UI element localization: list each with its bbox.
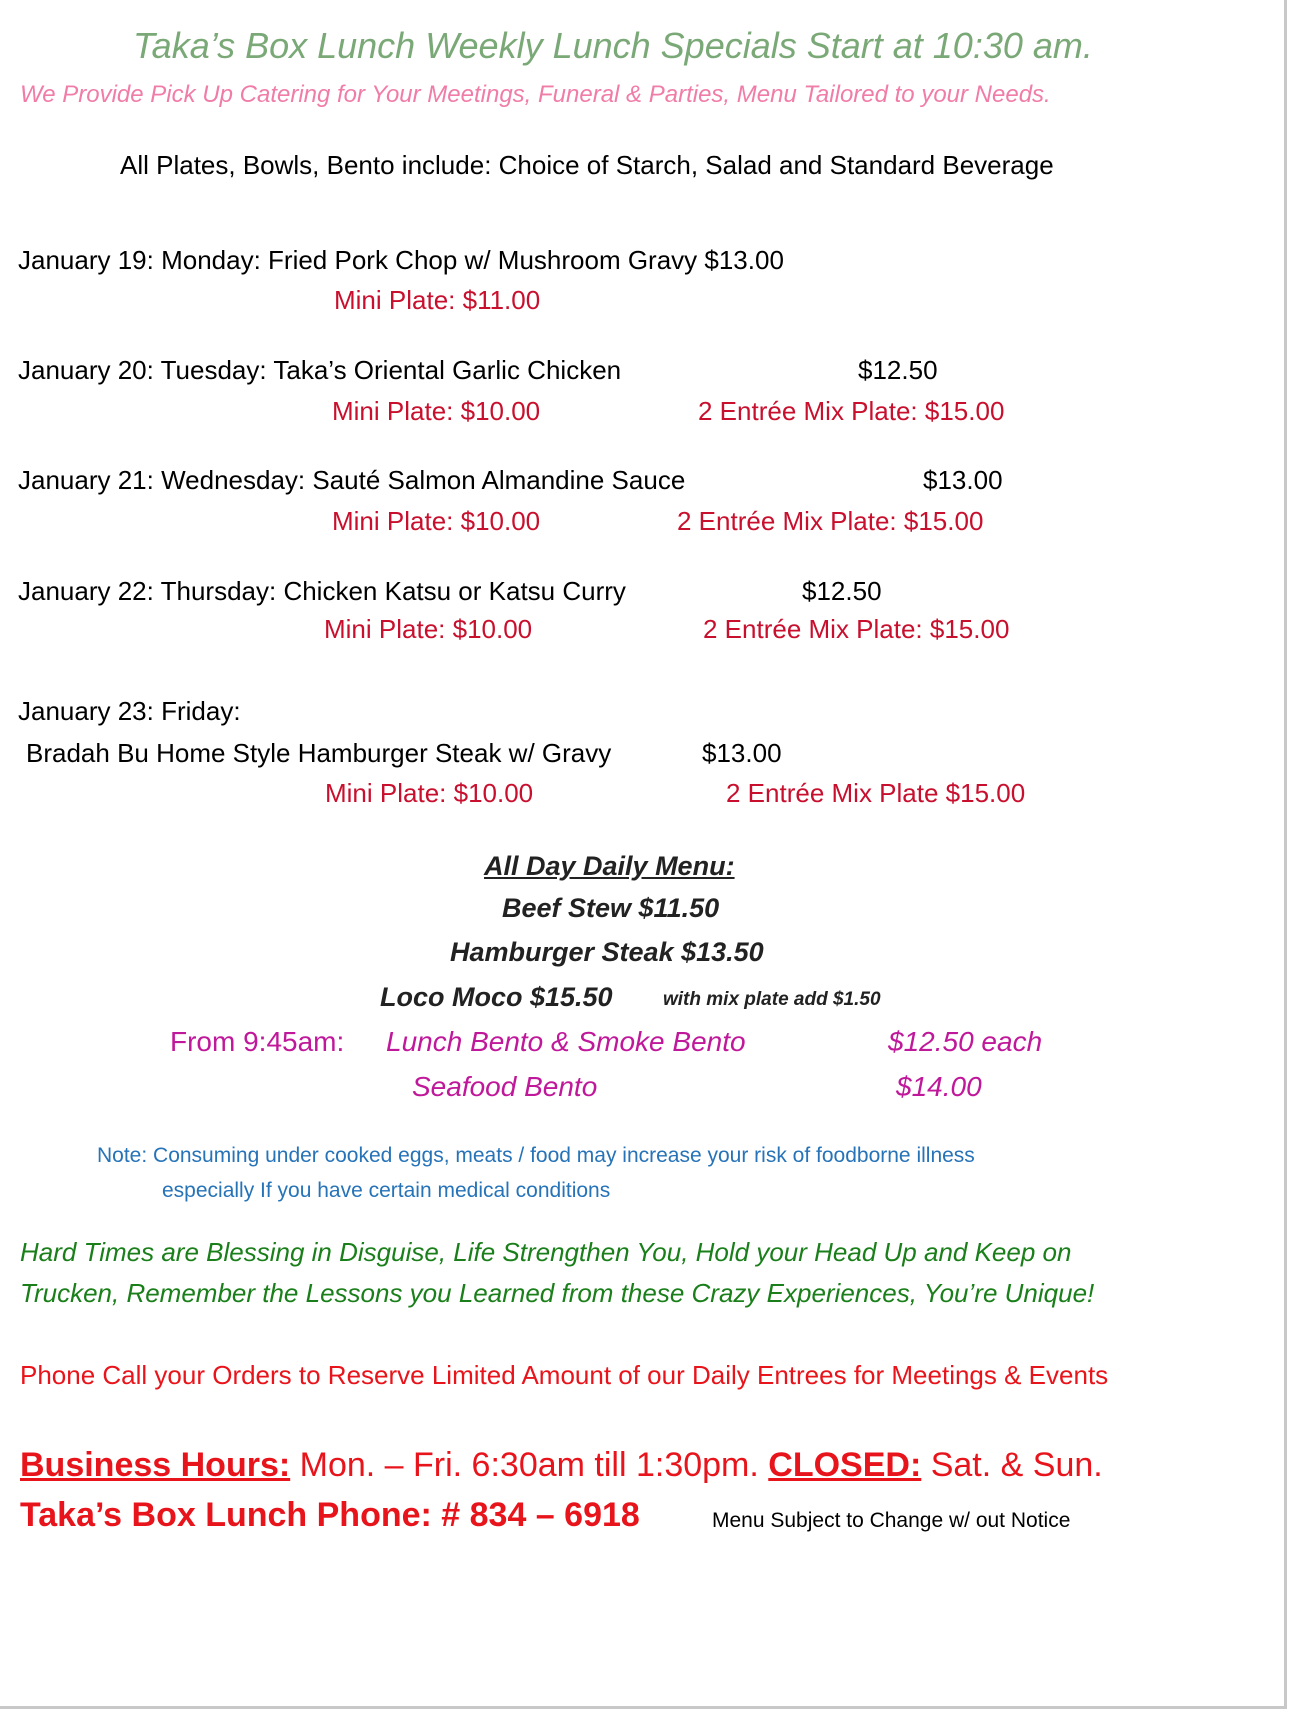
bento-from-time: From 9:45am:	[170, 1026, 345, 1057]
food-safety-note-cont: especially If you have certain medical conditions	[162, 1179, 611, 1202]
special-thursday: January 22: Thursday: Chicken Katsu or Katsu Curry	[18, 576, 626, 606]
business-hours-label: Business Hours:	[20, 1446, 291, 1484]
special-tuesday: January 20: Tuesday: Taka’s Oriental Garlic Chicken	[18, 355, 622, 385]
motivational-quote-cont: Trucken, Remember the Lessons you Learned from these Crazy Experiences, You’re Unique!	[20, 1278, 1095, 1308]
catering-note: We Provide Pick Up Catering for Your Meetings, Funeral & Parties, Menu Tailored to your Needs.	[20, 81, 1051, 108]
closed-value: Sat. & Sun.	[921, 1446, 1103, 1484]
seafood-bento-price: $14.00	[896, 1071, 982, 1102]
bento-price: $12.50 each	[888, 1026, 1043, 1057]
tuesday-mini: Mini Plate: $10.00	[332, 396, 541, 426]
thursday-price: $12.50	[802, 576, 882, 606]
daily-loco-moco: Loco Moco $15.50	[380, 982, 613, 1012]
bento-items: Lunch Bento & Smoke Bento	[386, 1026, 746, 1057]
tuesday-mix: 2 Entrée Mix Plate: $15.00	[698, 396, 1005, 426]
daily-menu-heading: All Day Daily Menu:	[484, 851, 735, 881]
daily-hamburger-steak: Hamburger Steak $13.50	[450, 937, 764, 967]
daily-beef-stew: Beef Stew $11.50	[502, 893, 720, 923]
wednesday-price: $13.00	[923, 465, 1003, 495]
monday-mini: Mini Plate: $11.00	[334, 285, 541, 315]
business-hours-value: Mon. – Fri. 6:30am till 1:30pm.	[290, 1446, 769, 1484]
closed-label: CLOSED:	[768, 1446, 922, 1484]
wednesday-mini: Mini Plate: $10.00	[332, 506, 541, 536]
daily-mix-add: with mix plate add $1.50	[663, 989, 881, 1010]
special-friday: January 23: Friday:	[18, 696, 241, 726]
menu-subject-note: Menu Subject to Change w/ out Notice	[712, 1509, 1071, 1532]
motivational-quote: Hard Times are Blessing in Disguise, Life Strengthen You, Hold your Head Up and Keep on	[20, 1237, 1072, 1267]
page-title: Taka’s Box Lunch Weekly Lunch Specials Start at 10:30 am.	[133, 25, 1093, 66]
friday-price: $13.00	[702, 738, 782, 768]
thursday-mini: Mini Plate: $10.00	[324, 614, 533, 644]
tuesday-price: $12.50	[858, 355, 938, 385]
special-monday: January 19: Monday: Fried Pork Chop w/ Mushroom Gravy $13.00	[18, 245, 784, 275]
includes-note: All Plates, Bowls, Bento include: Choice of Starch, Salad and Standard Beverage	[120, 150, 1054, 180]
friday-mix: 2 Entrée Mix Plate $15.00	[726, 778, 1026, 808]
seafood-bento: Seafood Bento	[412, 1071, 598, 1102]
friday-item: Bradah Bu Home Style Hamburger Steak w/ Gravy	[26, 738, 612, 768]
phone-number: Taka’s Box Lunch Phone: # 834 – 6918	[20, 1496, 640, 1534]
special-wednesday: January 21: Wednesday: Sauté Salmon Almandine Sauce	[18, 465, 686, 495]
wednesday-mix: 2 Entrée Mix Plate: $15.00	[677, 506, 984, 536]
business-hours	[20, 1448, 1103, 1482]
phone-orders-note: Phone Call your Orders to Reserve Limited Amount of our Daily Entrees for Meetings & Events	[20, 1360, 1109, 1390]
thursday-mix: 2 Entrée Mix Plate: $15.00	[703, 614, 1010, 644]
friday-mini: Mini Plate: $10.00	[325, 778, 534, 808]
food-safety-note: Note: Consuming under cooked eggs, meats / food may increase your risk of foodborne illness	[97, 1144, 975, 1167]
